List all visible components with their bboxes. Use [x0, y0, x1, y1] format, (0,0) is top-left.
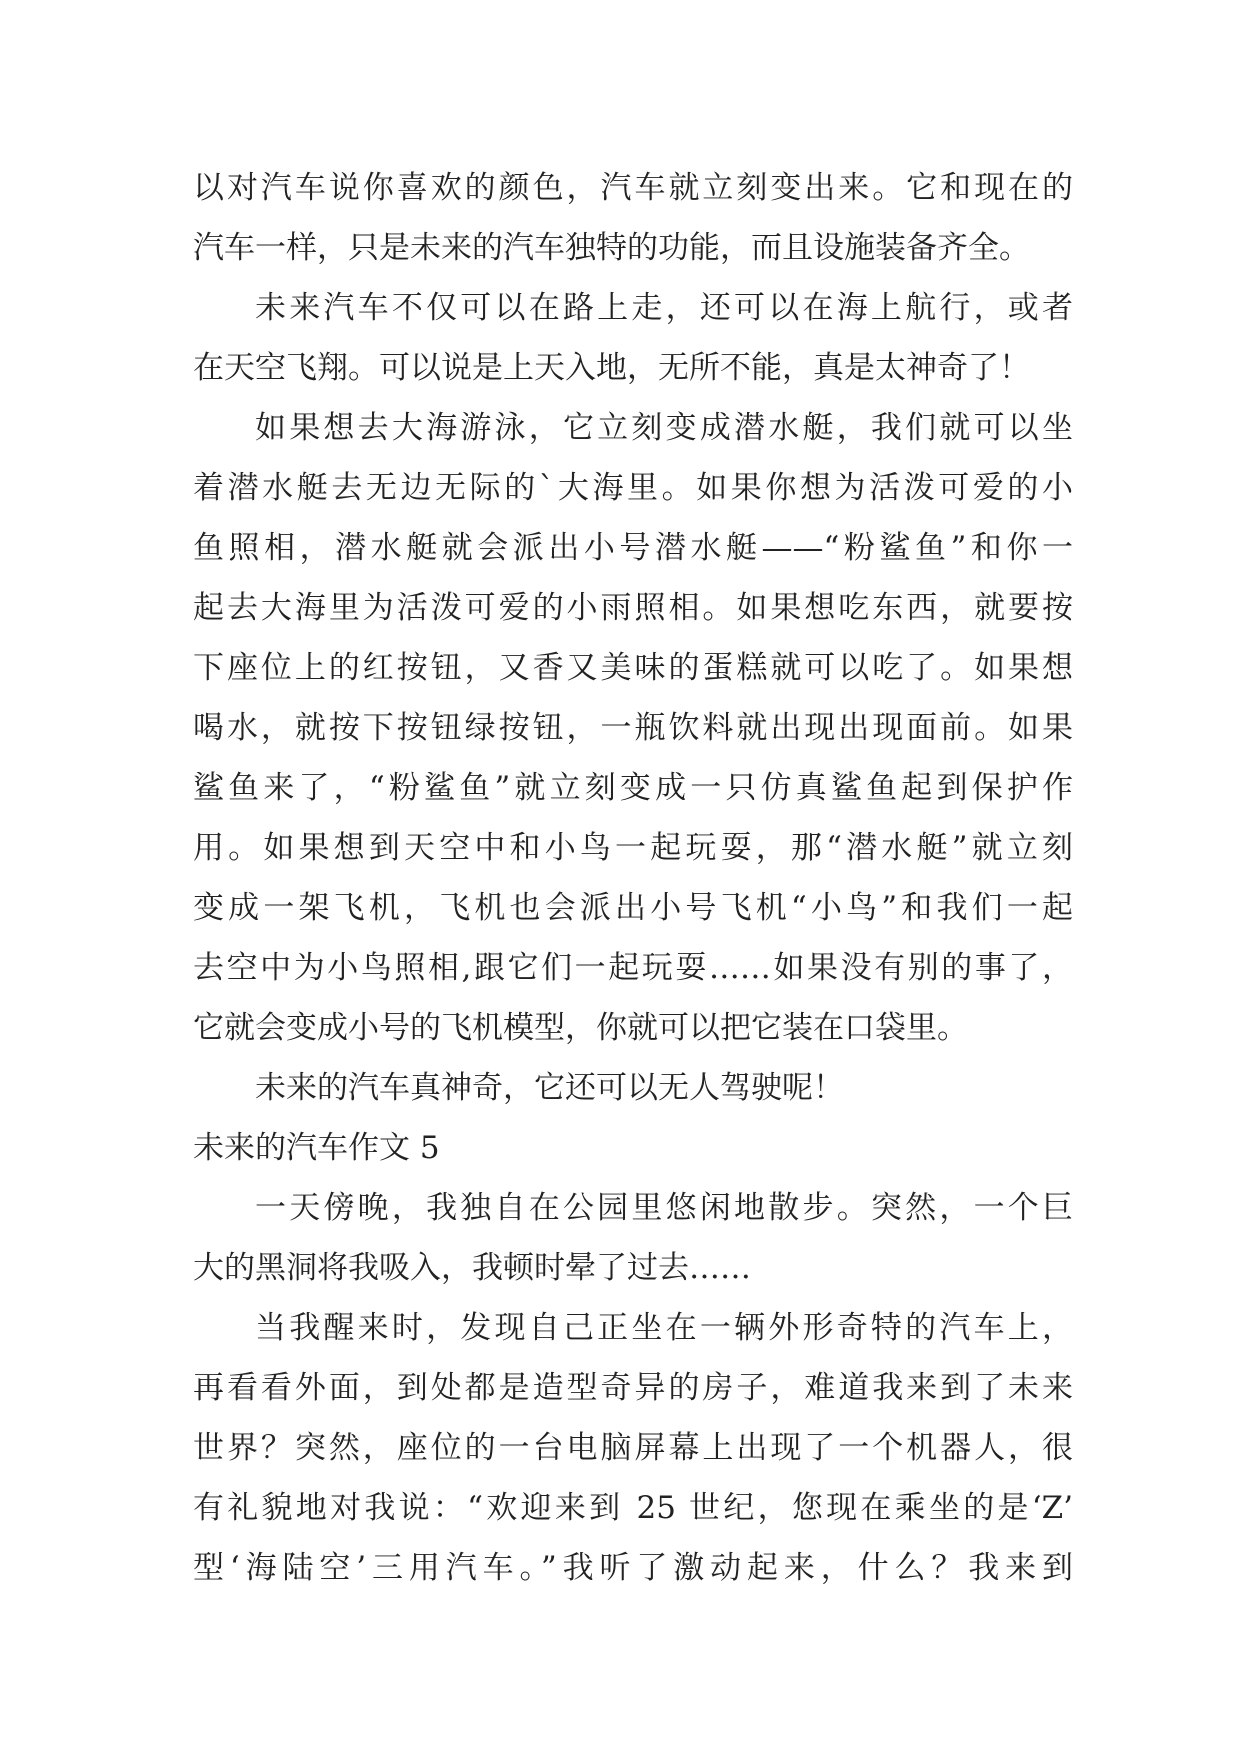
text-line: 再看看外面，到处都是造型奇异的房子，难道我来到了未来 — [193, 1370, 1073, 1406]
paragraph-start-line: 一天傍晚，我独自在公园里悠闲地散步。突然，一个巨 — [255, 1190, 1073, 1226]
text-line: 起去大海里为活泼可爱的小雨照相。如果想吃东西，就要按 — [193, 590, 1073, 626]
paragraph-start-line: 当我醒来时，发现自己正坐在一辆外形奇特的汽车上， — [255, 1310, 1073, 1346]
text-line: 在天空飞翔。可以说是上天入地，无所不能，真是太神奇了！ — [193, 350, 1030, 386]
paragraph-start-line: 未来的汽车真神奇，它还可以无人驾驶呢！ — [255, 1070, 844, 1106]
text-line: 鱼照相，潜水艇就会派出小号潜水艇——“粉鲨鱼”和你一 — [193, 530, 1073, 566]
text-line: 下座位上的红按钮，又香又美味的蛋糕就可以吃了。如果想 — [193, 650, 1073, 686]
text-line: 有礼貌地对我说：“欢迎来到 25 世纪，您现在乘坐的是‘Z’ — [193, 1490, 1073, 1526]
text-line: 去空中为小鸟照相,跟它们一起玩耍……如果没有别的事了， — [193, 950, 1073, 986]
text-line: 以对汽车说你喜欢的颜色，汽车就立刻变出来。它和现在的 — [193, 170, 1073, 206]
text-line: 着潜水艇去无边无际的`大海里。如果你想为活泼可爱的小 — [193, 470, 1073, 506]
text-line: 它就会变成小号的飞机模型，你就可以把它装在口袋里。 — [193, 1010, 968, 1046]
text-line: 世界？突然，座位的一台电脑屏幕上出现了一个机器人，很 — [193, 1430, 1073, 1466]
text-line: 大的黑洞将我吸入，我顿时晕了过去…… — [193, 1250, 751, 1286]
text-line: 用。如果想到天空中和小鸟一起玩耍，那“潜水艇”就立刻 — [193, 830, 1073, 866]
text-line: 鲨鱼来了，“粉鲨鱼”就立刻变成一只仿真鲨鱼起到保护作 — [193, 770, 1073, 806]
paragraph-start-line: 未来汽车不仅可以在路上走，还可以在海上航行，或者 — [255, 290, 1073, 326]
text-line: 汽车一样，只是未来的汽车独特的功能，而且设施装备齐全。 — [193, 230, 1030, 266]
section-heading: 未来的汽车作文 5 — [193, 1130, 440, 1166]
text-line: 喝水，就按下按钮绿按钮，一瓶饮料就出现出现面前。如果 — [193, 710, 1073, 746]
paragraph-start-line: 如果想去大海游泳，它立刻变成潜水艇，我们就可以坐 — [255, 410, 1073, 446]
document-body — [193, 158, 1073, 1598]
text-line: 变成一架飞机，飞机也会派出小号飞机“小鸟”和我们一起 — [193, 890, 1073, 926]
text-line: 型‘海陆空’三用汽车。”我听了激动起来，什么？我来到 — [193, 1550, 1073, 1586]
